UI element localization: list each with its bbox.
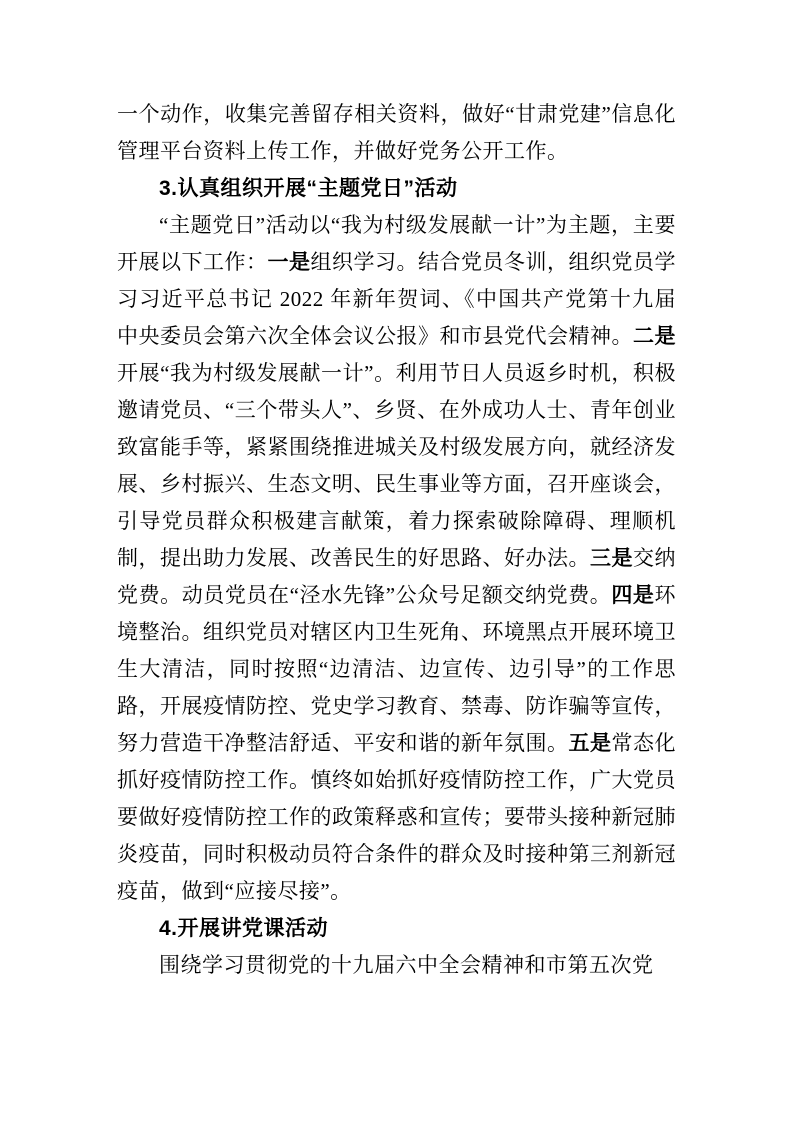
text-run: 交纳党费。动员党员在“泾水先锋”公众号足额交纳党费。 [117,546,676,607]
text-run-bold: 二是 [633,325,676,348]
text-run: 围绕学习贯彻党的十九届六中全会精神和市第五次党 [159,953,654,977]
document-body [117,96,676,984]
text-run-bold: 一是 [267,251,311,274]
heading-section-3 [117,170,676,207]
text-run: 一个动作，收集完善留存相关资料，做好“甘肃党建”信息化管理平台资料上传工作，并做好党务公开工作。 [117,102,676,163]
para-party-lecture [117,947,676,984]
text-run-bold: 三是 [590,547,633,570]
text-run-bold: 五是 [568,732,612,755]
text-run: 环境整治。组织党员对辖区内卫生死角、环境黑点开展环境卫生大清洁，同时按照“边清洁、边宣传、边引导”的工作思路，开展疫情防控、党史学习教育、禁毒、防诈骗等宣传，努力营造干净整洁舒适、平安和谐的新年氛围。 [117,583,677,755]
heading-section-4 [117,910,676,947]
text-run: 组织学习。结合党员冬训，组织党员学习习近平总书记 2022 年新年贺词、《中国共产党第十九届中央委员会第六次全体会议公报》和市县党代会精神。 [117,250,676,348]
para-theme-party-day [117,207,676,910]
text-run: 开展“我为村级发展献一计”。利用节日人员返乡时机，积极邀请党员、“三个带头人”、乡贤、在外成功人士、青年创业致富能手等，紧紧围绕推进城关及村级发展方向，就经济发展、乡村振兴、生态文明、民生事业等方面，召开座谈会，引导党员群众积极建言献策，着力探索破除障碍、理顺机制，提出助力发展、改善民生的好思路、好办法。 [117,361,676,570]
text-run-bold: 四是 [611,584,655,607]
text-run-bold: 3.认真组织开展“主题党日”活动 [159,177,458,200]
text-run: “主题党日”活动以“我为村级发展献一计”为主题，主要开展以下工作： [117,213,676,274]
text-run: 常态化抓好疫情防控工作。慎终如始抓好疫情防控工作，广大党员要做好疫情防控工作的政策释惑和宣传；要带头接种新冠肺炎疫苗，同时积极动员符合条件的群众及时接种第三剂新冠疫苗，做到“应接尽接”。 [117,731,676,903]
text-run-bold: 4.开展讲党课活动 [159,917,329,940]
para-continuation [117,96,676,170]
